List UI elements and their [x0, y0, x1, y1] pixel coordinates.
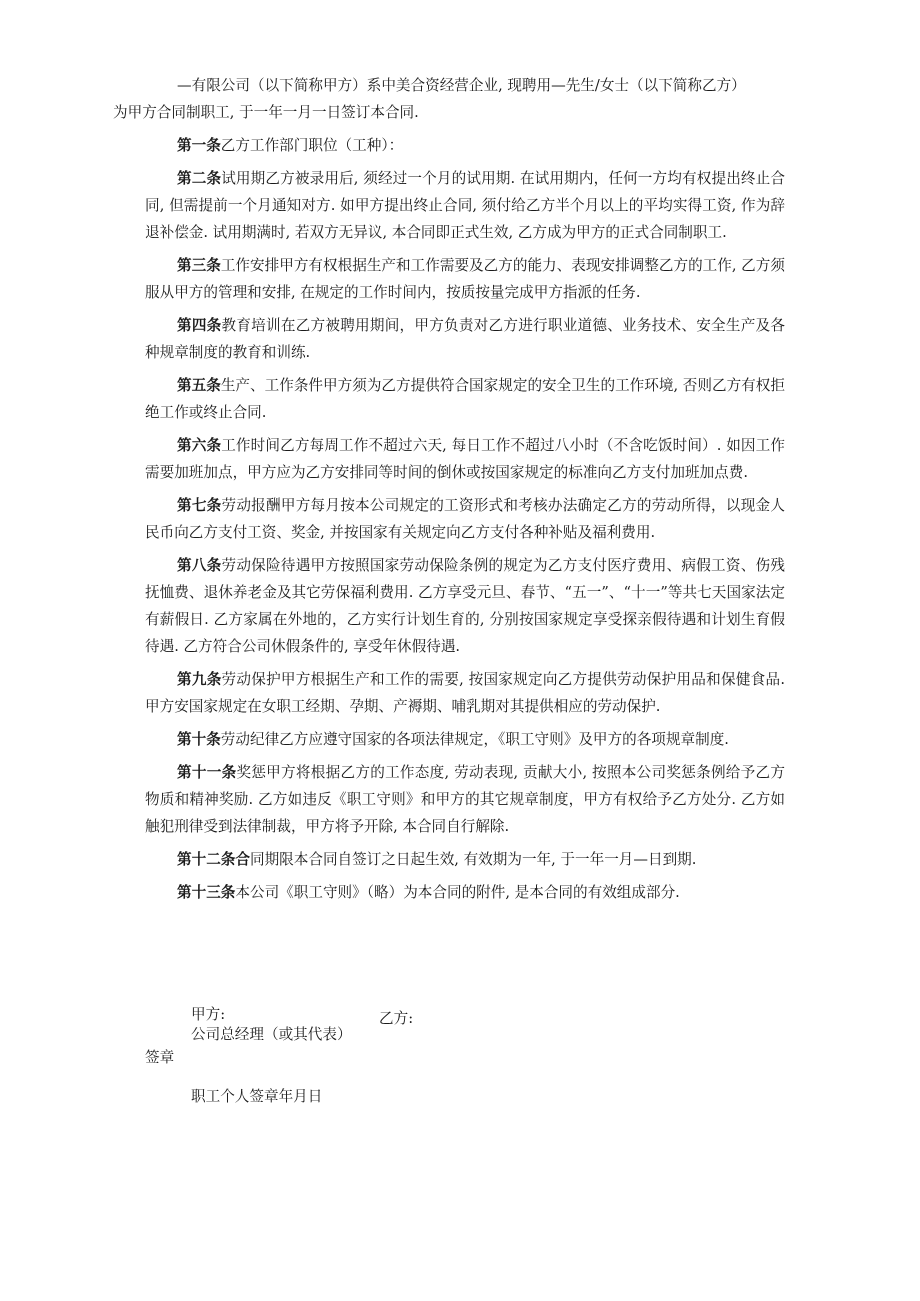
article-7 [145, 492, 785, 546]
article-text: 劳动保护甲方根据生产和工作的需要, 按国家规定向乙方提供劳动保护用品和保健食品. 甲方安国家规定在女职工经期、孕期、产褥期、哺乳期对其提供相应的劳动保护. [145, 671, 785, 715]
article-text: 试用期乙方被录用后, 须经过一个月的试用期. 在试用期内，任何一方均有权提出终止合同, 但需提前一个月通知对方. 如甲方提出终止合同, 须付给乙方半个月以上的平均实得工资, 作为辞退补偿金. 试用期满时, 若双方无异议, 本合同即正式生效, 乙方成为甲方的正式合同制职工. [145, 170, 785, 241]
intro-line-2: 为甲方合同制职工, 于一年一月一日签订本合同. [113, 104, 419, 121]
article-title: 第二条 [177, 170, 222, 187]
article-text: 奖惩甲方将根据乙方的工作态度, 劳动表现, 贡献大小, 按照本公司奖惩条例给予乙方物质和精神奖励. 乙方如违反《职工守则》和甲方的其它规章制度，甲方有权给予乙方处分. 乙方如触犯刑律受到法律制裁，甲方将予开除, 本合同自行解除. [145, 764, 785, 835]
article-1 [145, 132, 785, 159]
contract-body [113, 72, 785, 912]
article-title: 第十二条合 [177, 851, 250, 868]
article-9 [145, 666, 785, 720]
seal-label: 签章 [145, 1049, 175, 1066]
article-title: 第九条 [177, 671, 222, 688]
article-title: 第十一条 [177, 764, 237, 781]
party-a-label: 甲方: [191, 1006, 226, 1023]
article-title: 第四条 [177, 317, 222, 334]
article-title: 第八条 [177, 557, 222, 574]
article-text: 教育培训在乙方被聘用期间，甲方负责对乙方进行职业道德、业务技术、安全生产及各种规章制度的教育和训练. [145, 317, 785, 361]
article-title: 第十条 [177, 731, 221, 748]
article-title: 第三条 [177, 257, 221, 274]
article-text: 劳动报酬甲方每月按本公司规定的工资形式和考核办法确定乙方的劳动所得，以现金人民币向乙方支付工资、奖金, 并按国家有关规定向乙方支付各种补贴及福利费用. [145, 497, 785, 541]
article-title: 第七条 [177, 497, 222, 514]
article-title: 第一条 [177, 137, 221, 154]
article-4 [145, 312, 785, 366]
article-text: 工作安排甲方有权根据生产和工作需要及乙方的能力、表现安排调整乙方的工作, 乙方须服从甲方的管理和安排, 在规定的工作时间内，按质按量完成甲方指派的任务. [145, 257, 785, 301]
intro-paragraph [113, 72, 785, 126]
article-12 [145, 846, 785, 873]
party-b-label: 乙方: [379, 1010, 414, 1027]
article-5 [145, 372, 785, 426]
article-8 [145, 552, 785, 660]
article-title: 第六条 [177, 437, 222, 454]
article-10 [145, 726, 785, 753]
representative-label: 公司总经理（或其代表） [191, 1026, 352, 1043]
article-text: 工作时间乙方每周工作不超过六天, 每日工作不超过八小时（不含吃饭时间）. 如因工作需要加班加点，甲方应为乙方安排同等时间的倒休或按国家规定的标准向乙方支付加班加点费. [145, 437, 785, 481]
article-text: 本公司《职工守则》（略）为本合同的附件, 是本合同的有效组成部分. [235, 884, 680, 901]
article-6 [145, 432, 785, 486]
article-3 [145, 252, 785, 306]
article-text: 同期限本合同自签订之日起生效, 有效期为一年, 于一年一月—日到期. [249, 851, 697, 868]
article-2 [145, 165, 785, 246]
article-text: 劳动纪律乙方应遵守国家的各项法律规定，《职工守则》及甲方的各项规章制度. [220, 731, 729, 748]
article-text: 乙方工作部门职位（工种）： [220, 137, 404, 154]
article-text: 劳动保险待遇甲方按照国家劳动保险条例的规定为乙方支付医疗费用、病假工资、伤残抚恤费、退休养老金及其它劳保福利费用. 乙方享受元旦、春节、“五一”、“十一”等共七天国家法定有薪假日. 乙方家属在外地的，乙方实行计划生育的, 分别按国家规定享受探亲假待遇和计划生育假待遇. 乙方符合公司休假条件的, 享受年休假待遇. [145, 557, 785, 655]
staff-signature-label: 职工个人签章年月日 [191, 1088, 323, 1105]
article-title: 第十三条 [177, 884, 236, 901]
article-11 [145, 759, 785, 840]
intro-line-1: —有限公司（以下简称甲方）系中美合资经营企业, 现聘用—先生/女士（以下简称乙方） [177, 77, 746, 94]
article-title: 第五条 [177, 377, 221, 394]
article-13 [145, 879, 785, 906]
article-text: 生产、工作条件甲方须为乙方提供符合国家规定的安全卫生的工作环境, 否则乙方有权拒绝工作或终止合同. [145, 377, 785, 421]
